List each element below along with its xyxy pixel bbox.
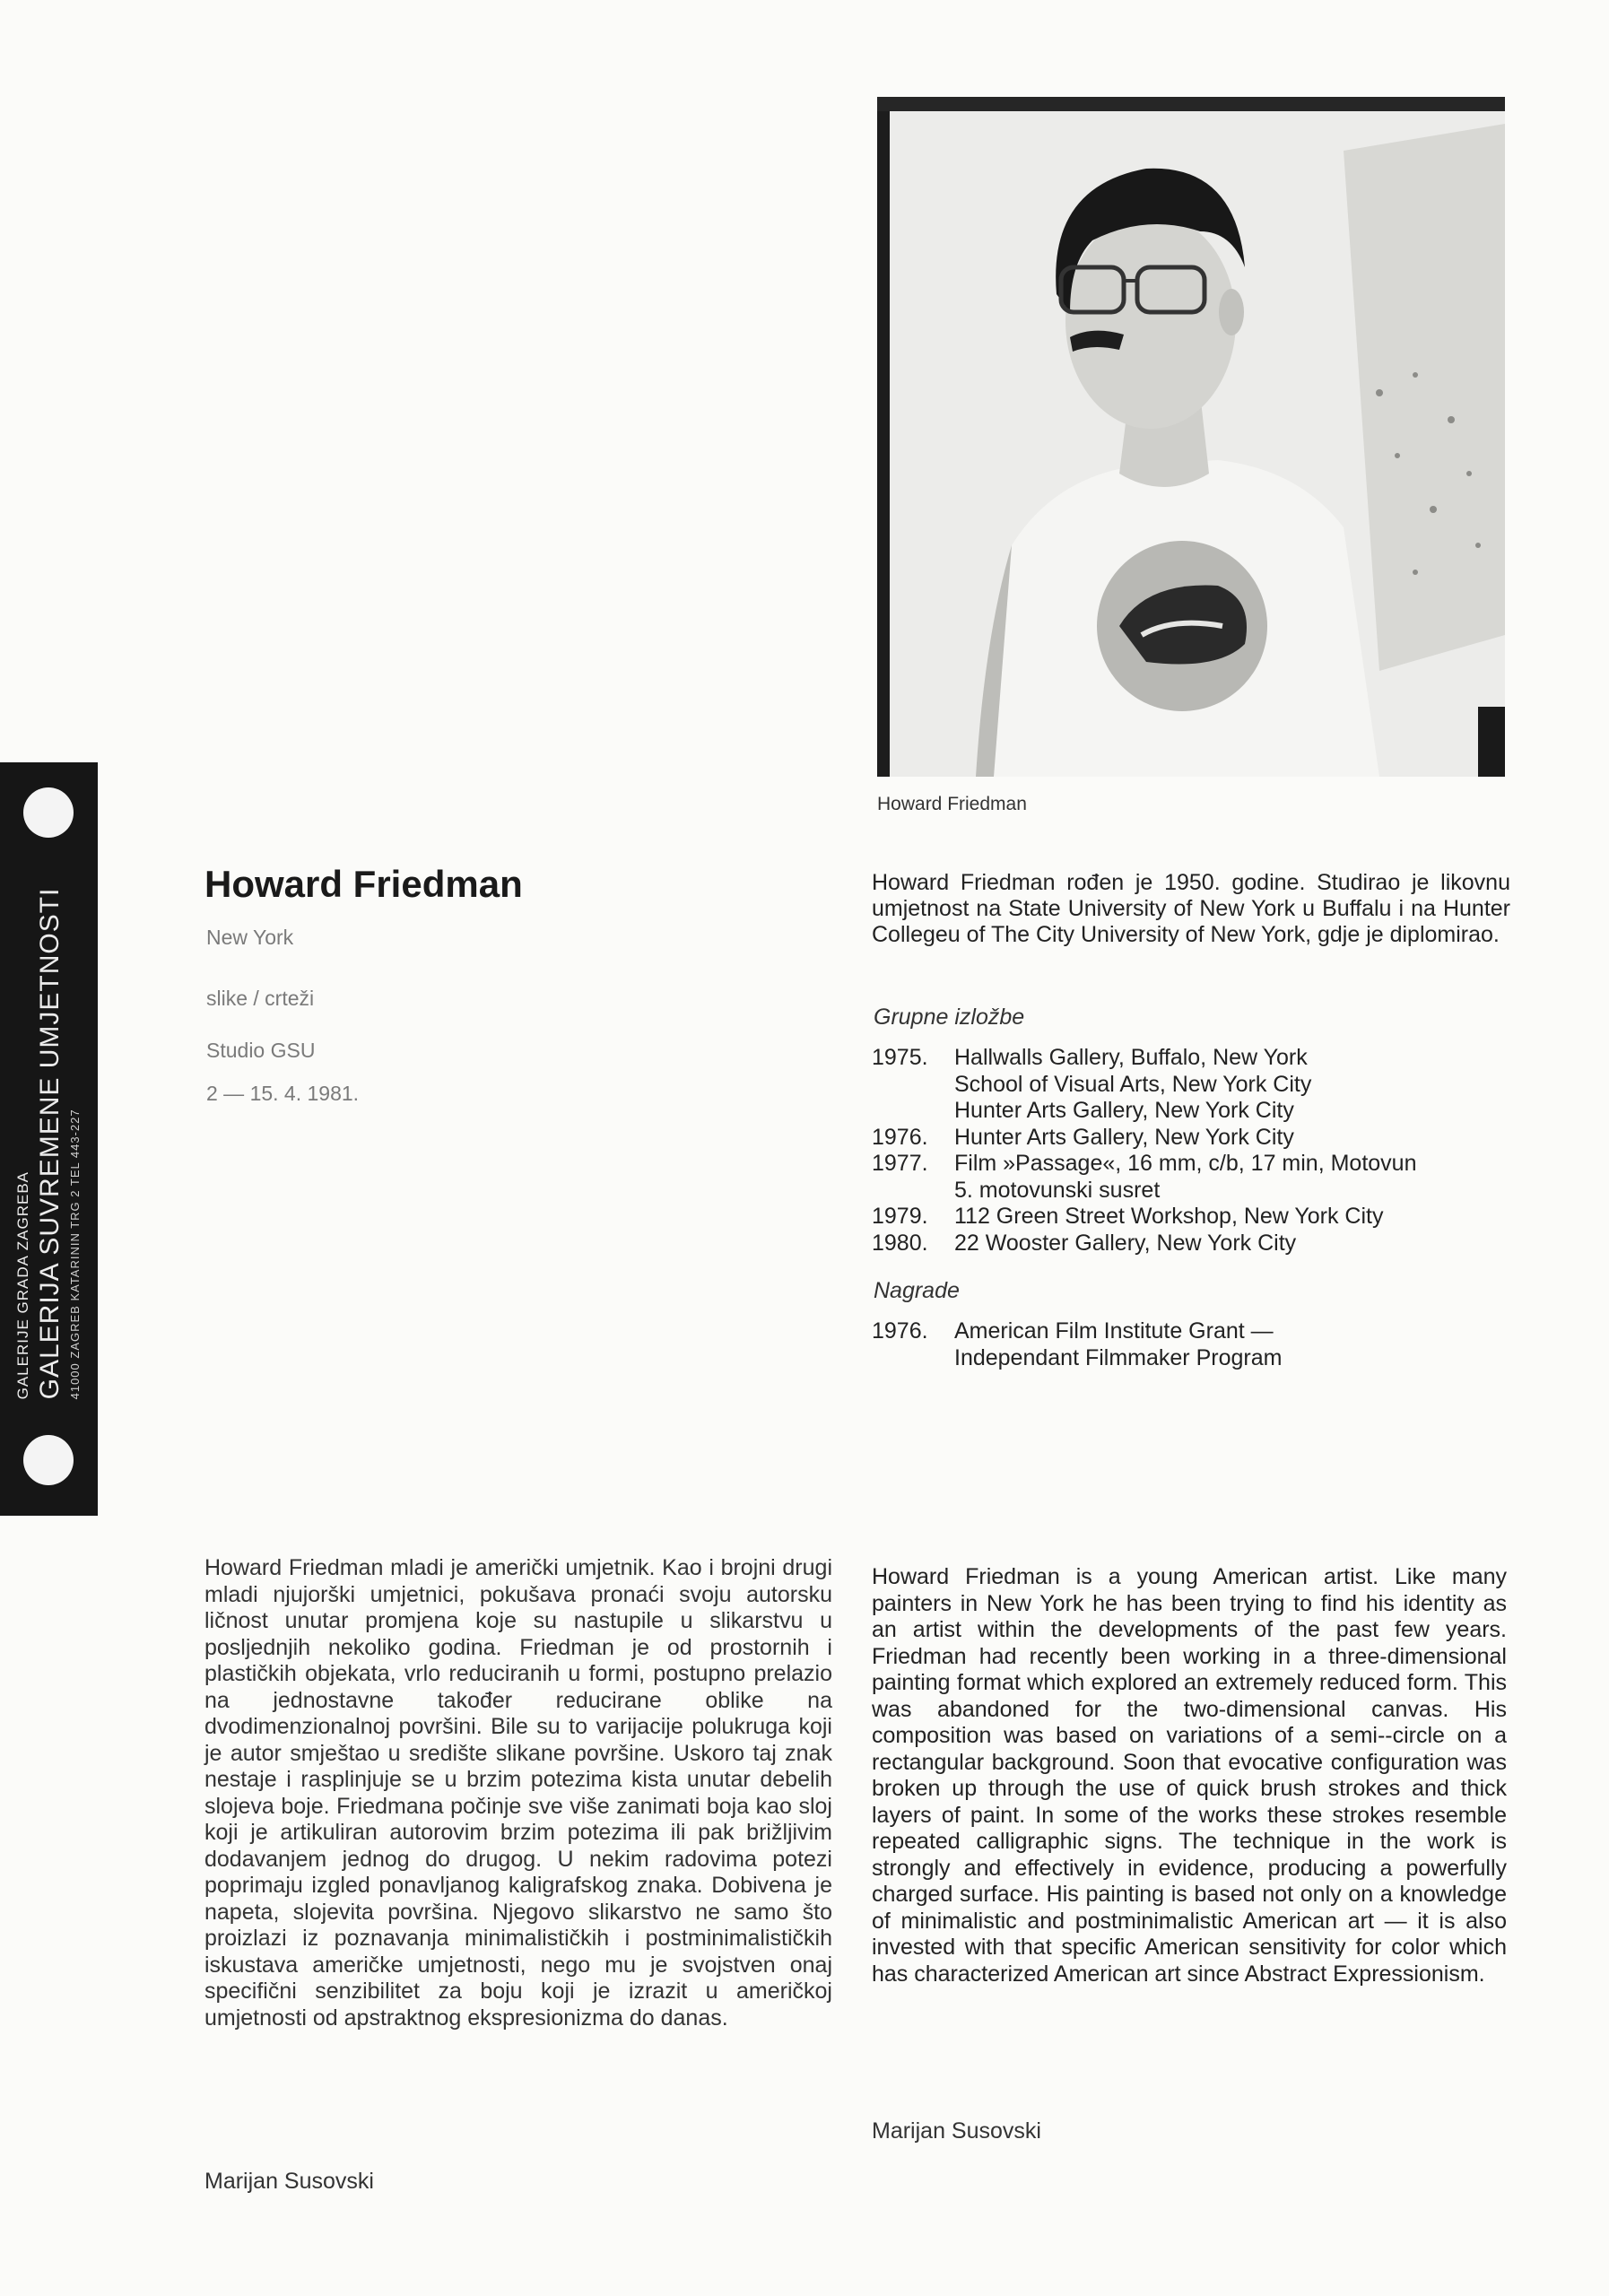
exhibition-dates: 2 — 15. 4. 1981. xyxy=(206,1082,360,1105)
gallery-spine-label xyxy=(0,762,98,1516)
spine-line-3: 41000 ZAGREB KATARININ TRG 2 TEL 443-227 xyxy=(68,1109,82,1400)
spine-dot-bottom xyxy=(23,1435,74,1485)
exhibition-row: 1975. Hallwalls Gallery, Buffalo, New York xyxy=(872,1045,1308,1070)
exhibition-media: slike / crteži xyxy=(206,987,315,1010)
spine-line-1: GALERIJE GRADA ZAGREBA xyxy=(14,1170,31,1400)
artist-name-title: Howard Friedman xyxy=(204,863,523,905)
exhibition-row: 1979. 112 Green Street Workshop, New York City xyxy=(872,1204,1384,1229)
photo-caption: Howard Friedman xyxy=(877,794,1027,814)
portrait-illustration xyxy=(877,97,1505,777)
spine-dot-top xyxy=(23,787,74,838)
artist-bio: Howard Friedman rođen je 1950. godine. Studirao je likovnu umjetnost na State University of New York u Buffalu i na Hunter Collegeu of The City University of New York, gdje je diplomirao. xyxy=(872,870,1510,947)
spine-text xyxy=(13,888,83,1400)
awards-list xyxy=(872,1318,1518,1371)
spine-line-2: GALERIJA SUVREMENE UMJETNOSTI xyxy=(35,887,65,1400)
artist-city: New York xyxy=(206,926,294,949)
group-exhibitions-heading: Grupne izložbe xyxy=(874,1004,1025,1030)
exhibition-venue: Studio GSU xyxy=(206,1039,316,1062)
artist-portrait-photo xyxy=(877,97,1505,777)
english-essay-author: Marijan Susovski xyxy=(872,2118,1041,2144)
croatian-essay: Howard Friedman mladi je američki umjetnik. Kao i brojni drugi mladi njujorški umjetnici, pokušava pronaći svoju autorsku ličnost unutar promjena koje su nastupile u slikarstvu u posljednjih nekoliko godina. Friedman je od prostornih i plastičkih objekata, vrlo reduciranih u formi, postupno prelazio na jednostavne također reducirane oblike na dvodimenzionalnoj površini. Bile su to varijacije polukruga koji je autor smještao u središte slikane površine. Uskoro taj znak nestaje i rasplinjuje se u brzim potezima kista unutar debelih slojeva boje. Friedmana počinje sve više zanimati boja kao sloj koji je artikuliran autorovim brzim potezima ili pak brižljivim dodavanjem jednog do drugog. U nekim radovima potezi poprimaju izgled ponavljanog kaligrafskog znaka. Dobivena je napeta, slojevita površina. Njegovo slikarstvo ne samo što proizlazi iz poznavanja minimalističkih i postminimalističkih iskustava američke umjetnosti, nego mu je svojstven onaj specifični senzibilitet za boju koji je izrazit u američkoj umjetnosti od apstraktnog ekspresionizma do danas. xyxy=(204,1555,832,2031)
exhibition-row: 5. motovunski susret xyxy=(954,1177,1161,1203)
exhibition-row: Hunter Arts Gallery, New York City xyxy=(954,1098,1294,1123)
croatian-essay-author: Marijan Susovski xyxy=(204,2169,374,2194)
group-exhibitions-list xyxy=(872,1045,1518,1257)
award-row: 1976. American Film Institute Grant — xyxy=(872,1318,1274,1344)
exhibition-row: 1976. Hunter Arts Gallery, New York City xyxy=(872,1124,1294,1150)
award-row: Independant Filmmaker Program xyxy=(954,1344,1283,1370)
exhibition-row: School of Visual Arts, New York City xyxy=(954,1071,1312,1097)
exhibition-row: 1977. Film »Passage«, 16 mm, c/b, 17 min, Motovun xyxy=(872,1151,1417,1176)
awards-heading: Nagrade xyxy=(874,1278,960,1303)
english-essay: Howard Friedman is a young American artist. Like many painters in New York he has been trying to find his identity as an artist within the developments of the past few years. Friedman had recently been working in a three-dimensional painting format which explored an extremely reduced form. This was abandoned for the two-dimensional canvas. His composition was based on variations of a semi--circle on a rectangular background. Soon that evocative configuration was broken up through the use of quick brush strokes and thick layers of paint. In some of the works these strokes resemble repeated calligraphic signs. The technique in the work is strongly and effectively in evidence, producing a powerfully charged surface. His painting is based not only on a knowledge of minimalistic and postminimalistic American art — it is also invested with that specific American sensitivity for color which has characterized American art since Abstract Expressionism. xyxy=(872,1564,1507,1987)
exhibition-row: 1980. 22 Wooster Gallery, New York City xyxy=(872,1230,1297,1256)
